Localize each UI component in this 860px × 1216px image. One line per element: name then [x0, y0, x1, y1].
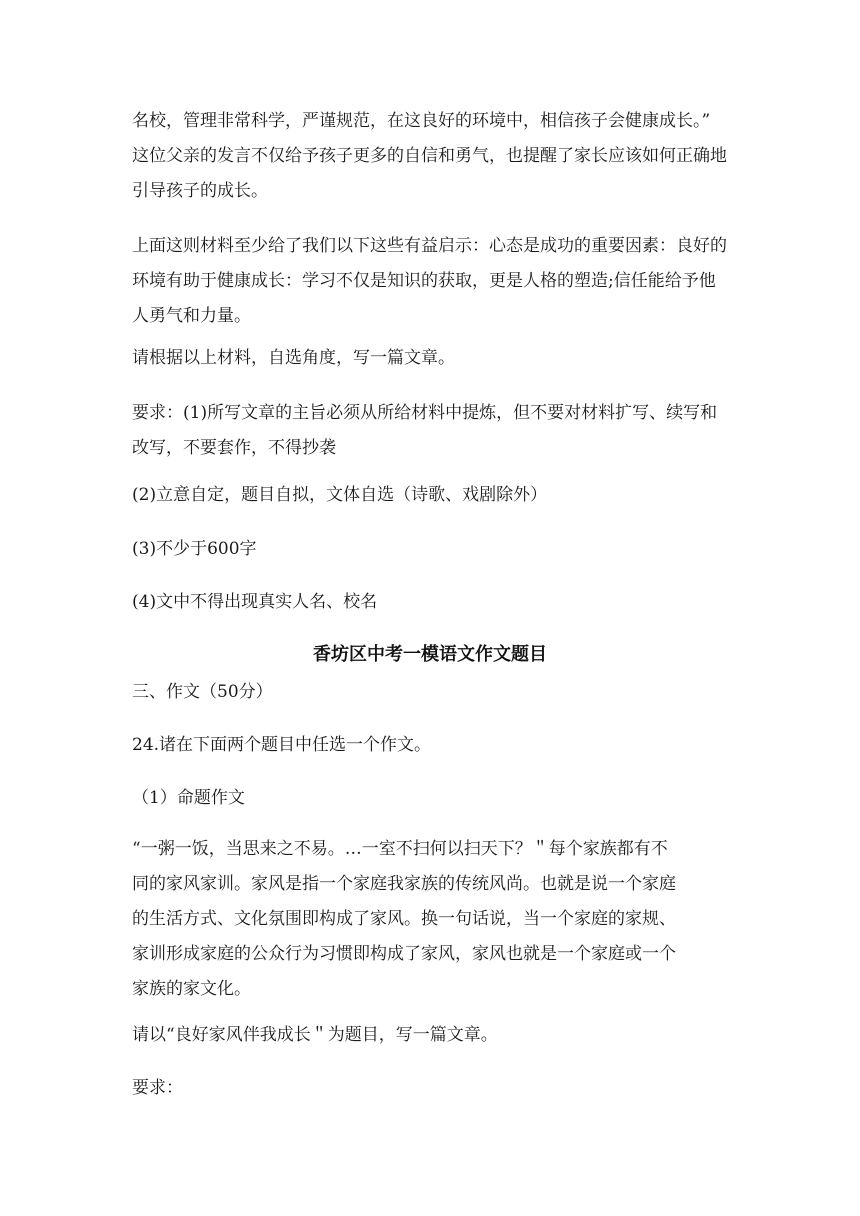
section-title: 香坊区中考一模语文作文题目: [313, 644, 547, 665]
paragraph-instruction: [132, 341, 732, 376]
text-line: 改写，不要套作，不得抄袭: [132, 438, 336, 458]
part-label: [132, 675, 732, 710]
text-line: （1）命题作文: [132, 788, 245, 808]
text-line: 家族的家文化。: [132, 979, 251, 999]
paragraph-father-speech: [132, 104, 732, 209]
text-line: 这位父亲的发言不仅给予孩子更多的自信和勇气，也提醒了家长应该如何正确地: [132, 146, 727, 166]
text-line: 人勇气和力量。: [132, 306, 251, 326]
text-line: 上面这则材料至少给了我们以下这些有益启示：心态是成功的重要因素：良好的: [132, 236, 727, 256]
text-line: (4)文中不得出现真实人名、校名: [132, 592, 378, 612]
text-line: (3)不少于600字: [132, 539, 257, 559]
text-line: 要求：: [132, 1078, 183, 1098]
text-line: 家训形成家庭的公众行为习惯即构成了家风，家风也就是一个家庭或一个: [132, 944, 676, 964]
text-line: 要求：(1)所写文章的主旨必须从所给材料中提炼，但不要对材料扩写、续写和: [132, 403, 718, 423]
requirement-3: [132, 532, 732, 567]
text-line: 引导孩子的成长。: [132, 181, 268, 201]
text-line: 请根据以上材料，自选角度，写一篇文章。: [132, 348, 455, 368]
text-line: 请以“良好家风伴我成长＂为题目，写一篇文章。: [132, 1025, 498, 1045]
requirement-1: [132, 396, 732, 466]
requirement-2: [132, 478, 732, 513]
requirement-4: [132, 585, 732, 620]
text-line: 环境有助于健康成长：学习不仅是知识的获取，更是人格的塑造;信任能给予他: [132, 271, 716, 291]
text-line: 三、作文（50分）: [132, 682, 273, 702]
text-line: “一粥一饭，当思来之不易。…一室不扫何以扫天下？＂每个家族都有不: [132, 839, 668, 859]
paragraph-family-tradition: [132, 832, 732, 1007]
writing-prompt: [132, 1018, 732, 1053]
text-line: (2)立意自定，题目自拟，文体自选（诗歌、戏剧除外）: [132, 485, 548, 505]
text-line: 的生活方式、文化氛围即构成了家风。换一句话说，当一个家庭的家规、: [132, 909, 676, 929]
requirements-label: [132, 1071, 732, 1106]
text-line: 名校，管理非常科学，严谨规范，在这良好的环境中，相信孩子会健康成长。”: [132, 111, 711, 131]
option-1-label: [132, 781, 732, 816]
question-text: [132, 728, 732, 763]
text-line: 24.诸在下面两个题目中任选一个作文。: [132, 735, 432, 755]
text-line: 同的家风家训。家风是指一个家庭我家族的传统风尚。也就是说一个家庭: [132, 874, 676, 894]
paragraph-inspiration: [132, 229, 732, 334]
